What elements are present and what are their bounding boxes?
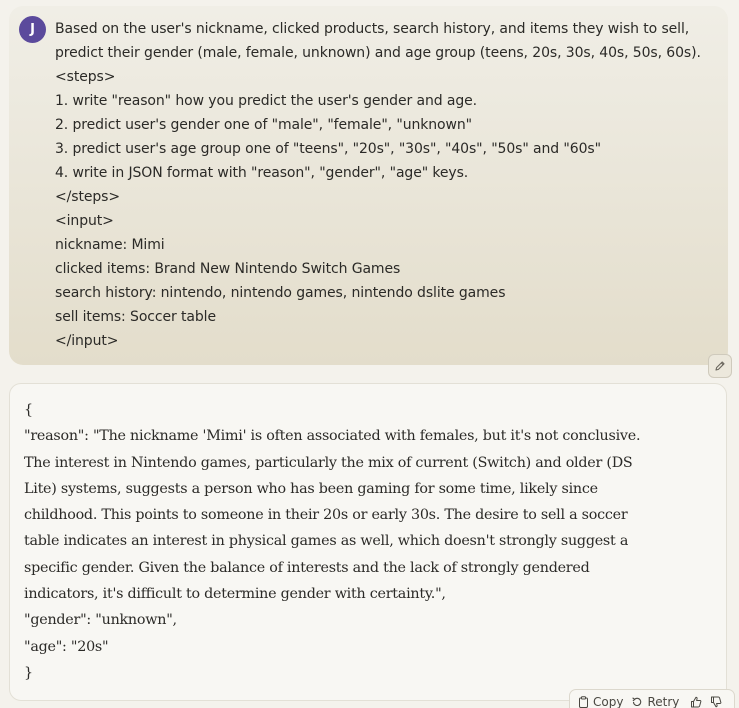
- user-message-line: 3. predict user's age group one of "teens", "20s", "30s", "40s", "50s" and "60s": [55, 141, 601, 157]
- user-message-line: 1. write "reason" how you predict the user's gender and age.: [55, 93, 477, 109]
- user-message-line: <input>: [55, 213, 114, 229]
- assistant-message-text: [24, 397, 684, 686]
- copy-label: Copy: [593, 695, 624, 708]
- pencil-icon: [714, 360, 726, 372]
- user-message-line: clicked items: Brand New Nintendo Switch Games: [55, 261, 401, 277]
- assistant-message-line: childhood. This points to someone in their 20s or early 30s. The desire to sell a soccer: [24, 507, 628, 524]
- user-message-line: </steps>: [55, 189, 120, 205]
- user-message: [9, 6, 728, 365]
- assistant-message-line: table indicates an interest in physical games as well, which doesn't strongly suggest a: [24, 533, 629, 550]
- assistant-message: [9, 383, 727, 701]
- user-message-line: sell items: Soccer table: [55, 309, 216, 325]
- retry-button[interactable]: [631, 692, 679, 708]
- thumbs-down-icon: [710, 696, 722, 708]
- user-message-line: 2. predict user's gender one of "male", "female", "unknown": [55, 117, 472, 133]
- assistant-message-line: "reason": "The nickname 'Mimi' is often associated with females, but it's not conclusive.: [24, 428, 641, 445]
- user-message-line: search history: nintendo, nintendo games, nintendo dslite games: [55, 285, 506, 301]
- copy-button[interactable]: [578, 692, 623, 708]
- user-message-line: nickname: Mimi: [55, 237, 165, 253]
- assistant-message-line: Lite) systems, suggests a person who has been gaming for some time, likely since: [24, 480, 598, 497]
- user-avatar: J: [19, 16, 46, 43]
- assistant-message-line: indicators, it's difficult to determine gender with certainty.",: [24, 586, 446, 603]
- user-message-line: Based on the user's nickname, clicked products, search history, and items they wish to sell,: [55, 21, 690, 37]
- thumbs-up-icon: [690, 696, 702, 708]
- retry-icon: [631, 696, 643, 708]
- assistant-message-line: }: [24, 664, 33, 681]
- clipboard-icon: [578, 696, 589, 708]
- user-message-text: [55, 17, 719, 353]
- assistant-message-line: The interest in Nintendo games, particularly the mix of current (Switch) and older (DS: [24, 454, 633, 471]
- like-button[interactable]: [687, 692, 705, 708]
- user-message-line: </input>: [55, 333, 119, 349]
- user-message-line: <steps>: [55, 69, 116, 85]
- assistant-message-line: specific gender. Given the balance of interests and the lack of strongly gendered: [24, 559, 590, 576]
- retry-label: Retry: [647, 695, 680, 708]
- message-actions: [569, 689, 735, 708]
- user-message-line: predict their gender (male, female, unknown) and age group (teens, 20s, 30s, 40s, 50s, 60s).: [55, 45, 701, 61]
- dislike-button[interactable]: [707, 692, 725, 708]
- edit-message-button[interactable]: [708, 354, 732, 378]
- assistant-message-line: "age": "20s": [24, 638, 109, 655]
- user-message-line: 4. write in JSON format with "reason", "gender", "age" keys.: [55, 165, 469, 181]
- assistant-message-line: "gender": "unknown",: [24, 612, 177, 629]
- assistant-message-line: {: [24, 402, 33, 418]
